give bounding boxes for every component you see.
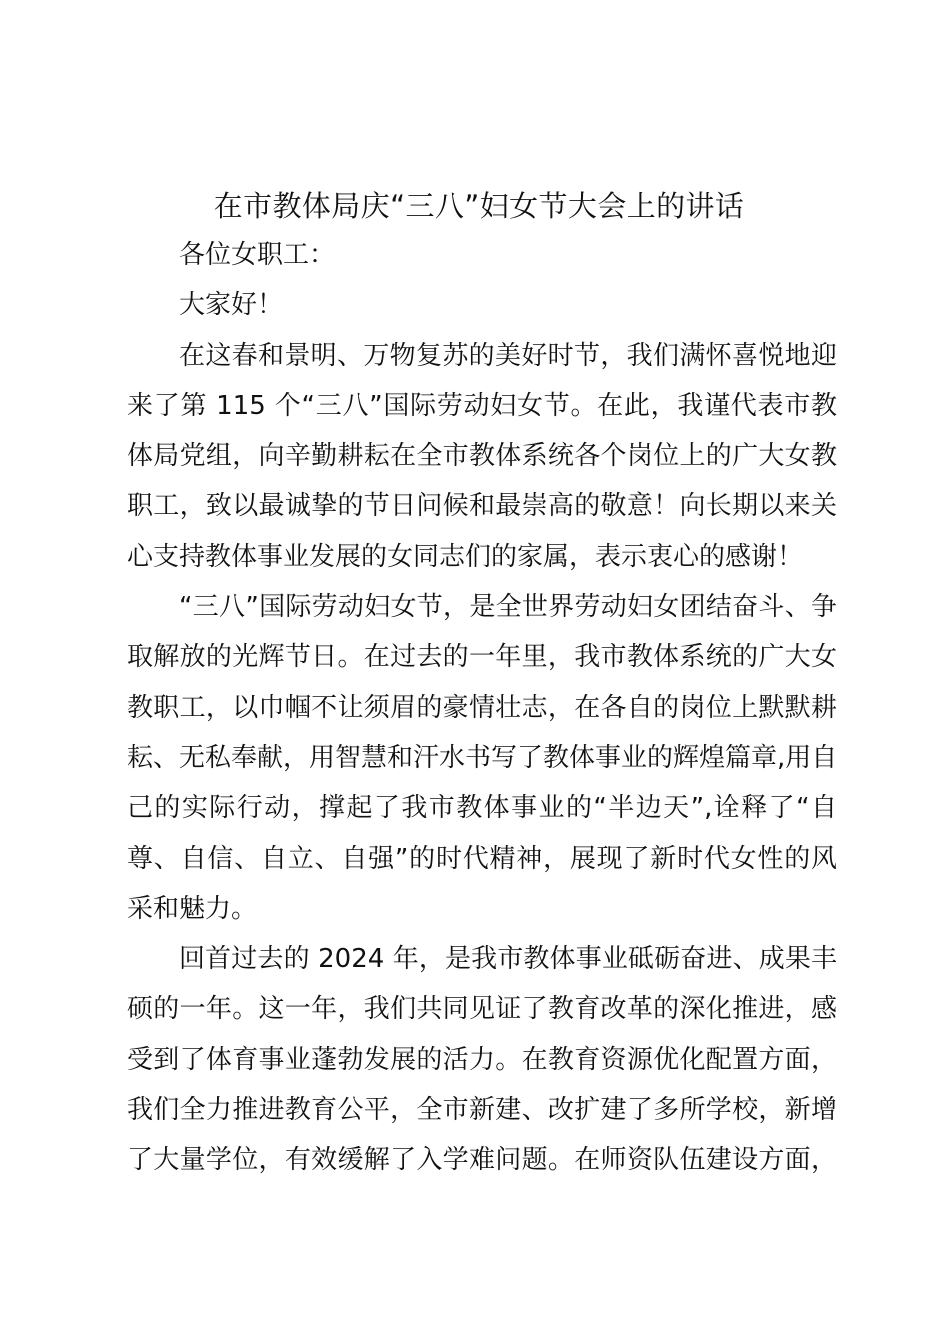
paragraph-line: 回首过去的 2024 年，是我市教体事业砥砺奋进、成果丰	[179, 944, 837, 975]
document-body	[127, 230, 837, 1186]
paragraph-1	[127, 331, 837, 582]
paragraph-line: 己的实际行动，撑起了我市教体事业的“半边天”,诠释了“自	[127, 793, 837, 824]
paragraph-2	[127, 582, 837, 934]
paragraph-line: 教职工，以巾帼不让须眉的豪情壮志，在各自的岗位上默默耕	[127, 692, 837, 723]
greeting: 大家好！	[179, 290, 284, 321]
document-title	[0, 183, 950, 229]
paragraph-line: 受到了体育事业蓬勃发展的活力。在教育资源优化配置方面，	[127, 1044, 837, 1075]
paragraph-line: “三八”国际劳动妇女节，是全世界劳动妇女团结奋斗、争	[179, 592, 837, 623]
paragraph-line: 耘、无私奉献，用智慧和汗水书写了教体事业的辉煌篇章,用自	[127, 742, 838, 773]
paragraph-line: 在这春和景明、万物复苏的美好时节，我们满怀喜悦地迎	[179, 340, 837, 371]
paragraph-line: 体局党组，向辛勤耕耘在全市教体系统各个岗位上的广大女教	[127, 441, 837, 472]
paragraph-line: 职工，致以最诚挚的节日问候和最崇高的敬意！向长期以来关	[127, 491, 837, 522]
paragraph-line: 取解放的光辉节日。在过去的一年里，我市教体系统的广大女	[127, 642, 837, 673]
paragraph-line: 采和魅力。	[127, 893, 258, 924]
paragraph-line: 了大量学位，有效缓解了入学难问题。在师资队伍建设方面，	[127, 1145, 837, 1176]
paragraph-line: 我们全力推进教育公平，全市新建、改扩建了多所学校，新增	[127, 1095, 837, 1126]
paragraph-line: 硕的一年。这一年，我们共同见证了教育改革的深化推进，感	[127, 994, 837, 1025]
document-title-text: 在市教体局庆“三八”妇女节大会上的讲话	[213, 189, 745, 223]
salutation: 各位女职工：	[179, 240, 336, 270]
paragraph-line: 心支持教体事业发展的女同志们的家属，表示衷心的感谢！	[127, 541, 804, 572]
paragraph-line: 尊、自信、自立、自强”的时代精神，展现了新时代女性的风	[127, 843, 837, 874]
paragraph-3	[127, 934, 837, 1185]
paragraph-line: 来了第 115 个“三八”国际劳动妇女节。在此，我谨代表市教	[127, 390, 837, 421]
